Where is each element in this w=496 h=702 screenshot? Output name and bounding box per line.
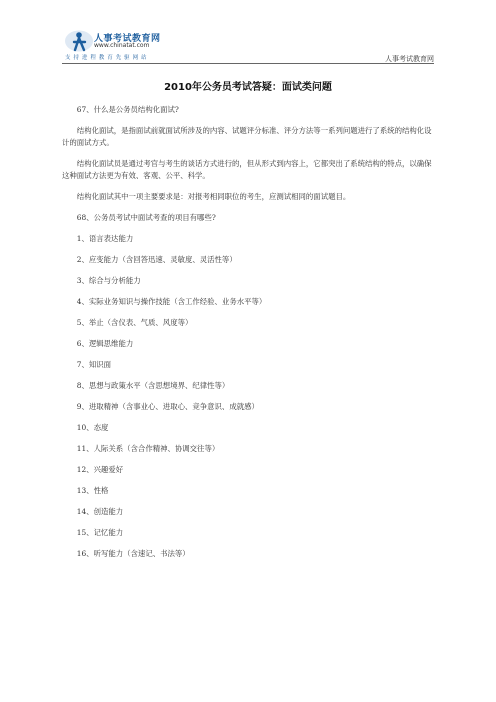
list-item: 7、知识面 bbox=[76, 360, 112, 369]
logo-person-icon bbox=[64, 29, 94, 53]
site-logo bbox=[62, 28, 167, 62]
document-body bbox=[62, 104, 434, 569]
header-divider bbox=[62, 63, 434, 64]
logo-slogan: 支 持 进 程 教 育 先 驱 网 站 bbox=[65, 55, 148, 61]
list-item: 15、记忆能力 bbox=[76, 528, 124, 537]
list-item: 13、性格 bbox=[76, 486, 109, 495]
list-item: 14、创造能力 bbox=[76, 507, 124, 516]
list-item: 2、应变能力（含回答迅速、灵敏度、灵活性等） bbox=[76, 255, 237, 264]
header-site-name: 人事考试教育网 bbox=[385, 55, 434, 63]
list-item: 12、兴趣爱好 bbox=[76, 465, 124, 474]
paragraph: 67、什么是公务员结构化面试? bbox=[76, 105, 179, 114]
paragraph: 结构化面试，是指面试前就面试所涉及的内容、试题评分标准、评分方法等一系列问题进行了系统的结构化设计的面试方式。 bbox=[62, 126, 432, 147]
paragraph: 结构化面试员是通过考官与考生的谈话方式进行的，但从形式到内容上，它都突出了系统结构的特点，以确保这种面试方法更为有效、客观、公平、科学。 bbox=[62, 159, 432, 180]
list-item: 8、思想与政策水平（含思想境界、纪律性等） bbox=[76, 381, 230, 390]
logo-url: www.chinatat.com bbox=[94, 42, 150, 49]
list-item: 4、实际业务知识与操作技能（含工作经验、业务水平等） bbox=[76, 297, 267, 306]
list-item: 16、听写能力（含速记、书法等） bbox=[76, 549, 190, 558]
logo-site-name: 人事考试教育网 bbox=[94, 34, 161, 44]
question-heading: 68、公务员考试中面试考查的项目有哪些? bbox=[76, 213, 216, 222]
page-title: 2010年公务员考试答疑：面试类问题 bbox=[164, 82, 332, 93]
page-header bbox=[62, 28, 434, 62]
list-item: 6、逻辑思维能力 bbox=[76, 339, 134, 348]
list-item: 5、举止（含仪表、气质、风度等） bbox=[76, 318, 193, 327]
list-item: 10、态度 bbox=[76, 423, 109, 432]
list-item: 1、语言表达能力 bbox=[76, 234, 134, 243]
paragraph: 结构化面试其中一项主要要求是：对报考相同职位的考生，应测试相同的面试题目。 bbox=[76, 192, 351, 201]
list-item: 11、人际关系（含合作精神、协调交往等） bbox=[76, 444, 220, 453]
list-item: 3、综合与分析能力 bbox=[76, 276, 141, 285]
list-item: 9、进取精神（含事业心、进取心、竞争意识、成就感） bbox=[76, 402, 259, 411]
